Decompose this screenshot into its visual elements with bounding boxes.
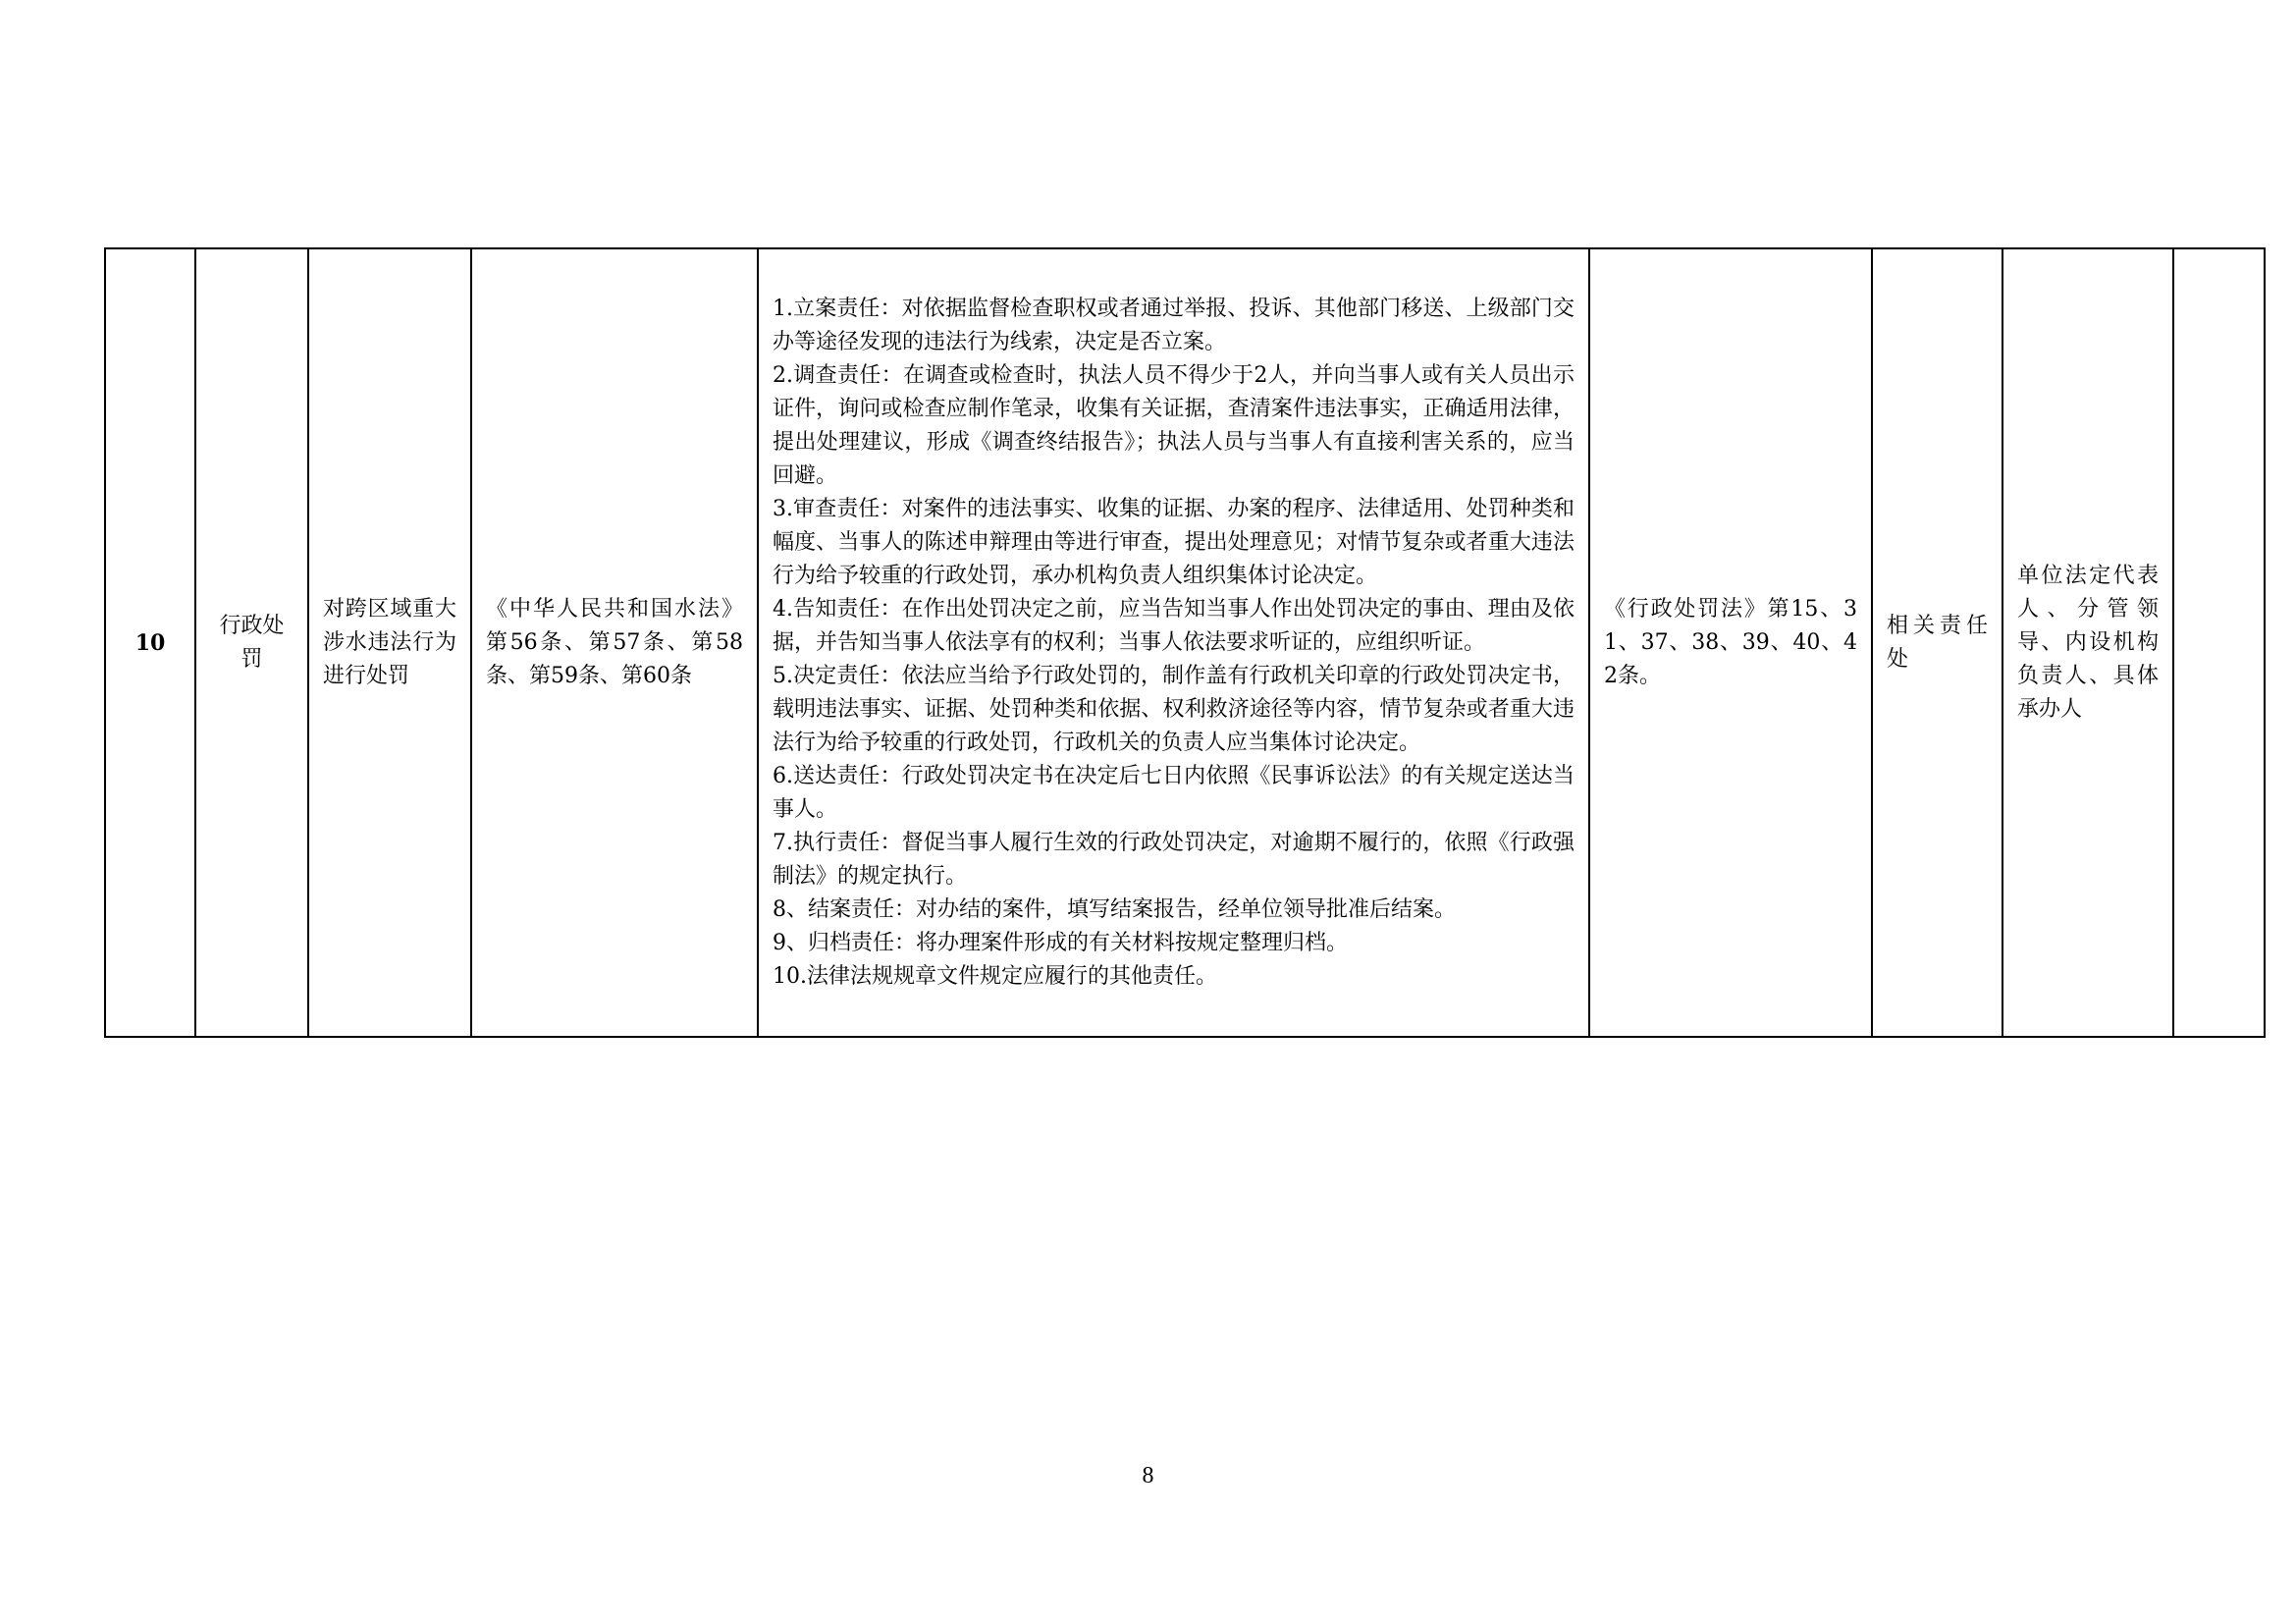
- duty-item-8: 8、结案责任：对办结的案件，填写结案报告，经单位领导批准后结案。: [773, 896, 1456, 922]
- legal-basis-cell: [471, 248, 758, 1037]
- duty-item-7: 7.执行责任：督促当事人履行生效的行政处罚决定，对逾期不履行的，依照《行政强制法》的规定执行。: [773, 830, 1575, 889]
- duty-law-basis-cell: [1589, 248, 1872, 1037]
- legal-basis: 《中华人民共和国水法》第56条、第57条、第58条、第59条、第60条: [486, 596, 743, 688]
- duty-list: [759, 289, 1588, 998]
- duty-item-1: 1.立案责任：对依据监督检查职权或者通过举报、投诉、其他部门移送、上级部门交办等途径发现的违法行为线索，决定是否立案。: [773, 296, 1575, 354]
- duties-cell: [758, 248, 1589, 1037]
- power-type: 行政处罚: [219, 613, 285, 672]
- table-row: [105, 248, 2265, 1037]
- remarks-cell: [2173, 248, 2265, 1037]
- duty-item-3: 3.审查责任：对案件的违法事实、收集的证据、办案的程序、法律适用、处罚种类和幅度、当事人的陈述申辩理由等进行审查，提出处理意见；对情节复杂或者重大违法行为给予较重的行政处罚，承办机构负责人组织集体讨论决定。: [773, 496, 1575, 588]
- row-number-cell: [105, 248, 195, 1037]
- responsible-dept-cell: [1872, 248, 2002, 1037]
- duty-item-10: 10.法律法规规章文件规定应履行的其他责任。: [773, 963, 1217, 989]
- duty-law-basis: 《行政处罚法》第15、31、37、38、39、40、42条。: [1604, 596, 1857, 688]
- duty-item-6: 6.送达责任：行政处罚决定书在决定后七日内依照《民事诉讼法》的有关规定送达当事人。: [773, 763, 1575, 822]
- duty-item-9: 9、归档责任：将办理案件形成的有关材料按规定整理归档。: [773, 930, 1348, 955]
- responsible-person-cell: [2002, 248, 2173, 1037]
- responsible-person: 单位法定代表人、分管领导、内设机构负责人、具体承办人: [2017, 563, 2159, 722]
- item-name-cell: [308, 248, 471, 1037]
- item-name: 对跨区域重大涉水违法行为进行处罚: [323, 596, 456, 688]
- page-number: 8: [1142, 1463, 1154, 1489]
- duty-table: [104, 247, 2266, 1038]
- responsible-dept: 相关责任处: [1887, 613, 1988, 672]
- duty-item-4: 4.告知责任：在作出处罚决定之前，应当告知当事人作出处罚决定的事由、理由及依据，并告知当事人依法享有的权利；当事人依法要求听证的，应组织听证。: [773, 596, 1575, 655]
- duty-item-5: 5.决定责任：依法应当给予行政处罚的，制作盖有行政机关印章的行政处罚决定书，载明违法事实、证据、处罚种类和依据、权利救济途径等内容，情节复杂或者重大违法行为给予较重的行政处罚，行政机关的负责人应当集体讨论决定。: [773, 663, 1575, 755]
- duty-item-2: 2.调查责任：在调查或检查时，执法人员不得少于2人，并向当事人或有关人员出示证件，询问或检查应制作笔录，收集有关证据，查清案件违法事实，正确适用法律，提出处理建议，形成《调查终结报告》；执法人员与当事人有直接利害关系的，应当回避。: [773, 362, 1575, 488]
- row-number: 10: [134, 629, 166, 656]
- type-cell: [195, 248, 308, 1037]
